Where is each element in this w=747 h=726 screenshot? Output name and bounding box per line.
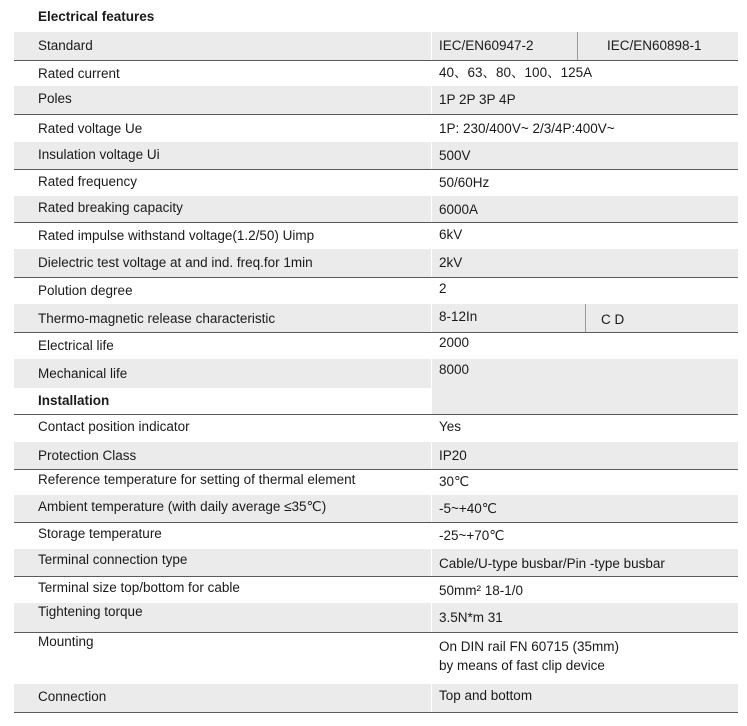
row-value: 6000A: [439, 202, 479, 217]
row-label: Electrical life: [38, 338, 114, 353]
row-label: Terminal size top/bottom for cable: [38, 580, 240, 595]
table-row-poles: [14, 86, 738, 115]
row-label: Poles: [38, 91, 72, 106]
column-divider: [431, 549, 432, 576]
column-divider: [431, 304, 432, 332]
table-row-contact-indicator: [14, 414, 738, 443]
table-row-standard: [14, 32, 738, 61]
section-header-electrical: [14, 2, 738, 32]
table-row-release-characteristic: [14, 304, 738, 333]
row-label: Mechanical life: [38, 366, 128, 381]
table-row-reference-temperature: [14, 469, 738, 496]
row-label: Contact position indicator: [38, 419, 190, 434]
table-row-storage-temperature: [14, 522, 738, 550]
row-value: Yes: [439, 419, 462, 434]
row-label: Thermo-magnetic release characteristic: [38, 311, 276, 326]
table-row-terminal-size: [14, 576, 738, 604]
row-value: Cable/U-type busbar/Pin -type busbar: [439, 556, 665, 571]
row-label: Standard: [38, 38, 93, 53]
row-label: Mounting: [38, 634, 94, 649]
column-divider: [431, 86, 432, 114]
row-value-secondary: C D: [601, 312, 625, 327]
row-label: Rated impulse withstand voltage(1.2/50) Uimp: [38, 228, 315, 243]
table-row-ambient-temperature: [14, 495, 738, 523]
row-label: Tightening torque: [38, 604, 143, 619]
table-row-impulse-voltage: [14, 222, 738, 250]
row-value: 30℃: [439, 474, 470, 489]
row-value: On DIN rail FN 60715 (35mm): [439, 639, 620, 654]
table-row-protection-class: [14, 442, 738, 470]
table-row-connection: [14, 684, 738, 713]
row-value-line2: by means of fast clip device: [439, 658, 605, 673]
cell-divider: [577, 32, 578, 60]
row-value: 500V: [439, 148, 471, 163]
section-title: Electrical features: [38, 9, 155, 24]
section-title: Installation: [38, 393, 110, 408]
header-value-cell: [432, 388, 738, 414]
column-divider: [431, 442, 432, 469]
row-label: Rated voltage Ue: [38, 121, 143, 136]
row-label: Ambient temperature (with daily average ≤35℃): [38, 499, 327, 514]
table-row-breaking-capacity: [14, 196, 738, 223]
row-value: 2kV: [439, 255, 463, 270]
column-divider: [431, 495, 432, 522]
table-row-rated-voltage: [14, 114, 738, 143]
table-row-dielectric-test: [14, 249, 738, 278]
table-row-polution-degree: [14, 277, 738, 305]
row-value: 2: [439, 281, 447, 296]
table-row-terminal-connection: [14, 549, 738, 577]
row-value: -25~+70℃: [439, 528, 505, 543]
table-row-insulation-voltage: [14, 142, 738, 170]
row-value: 50mm² 18-1/0: [439, 583, 524, 598]
row-value: 2000: [439, 335, 470, 350]
row-value: IP20: [439, 448, 467, 463]
row-value: 50/60Hz: [439, 175, 490, 190]
column-divider: [431, 249, 432, 277]
cell-divider: [585, 304, 586, 332]
table-row-tightening-torque: [14, 603, 738, 633]
row-value: IEC/EN60947-2: [439, 38, 534, 53]
row-label: Connection: [38, 689, 107, 704]
column-divider: [431, 196, 432, 222]
row-label: Insulation voltage Ui: [38, 147, 160, 162]
column-divider: [431, 142, 432, 169]
row-value: 1P: 230/400V~ 2/3/4P:400V~: [439, 121, 615, 136]
row-label: Rated frequency: [38, 174, 138, 189]
table-row-rated-current: [14, 60, 738, 87]
column-divider: [431, 684, 432, 712]
column-divider: [431, 359, 432, 388]
table-row-mounting: [14, 632, 738, 685]
table-row-rated-frequency: [14, 169, 738, 197]
section-header-installation: [14, 388, 738, 415]
row-value: 8-12In: [439, 309, 478, 324]
row-label: Storage temperature: [38, 526, 162, 541]
column-divider: [431, 603, 432, 632]
row-label: Reference temperature for setting of thermal element: [38, 472, 356, 487]
row-label: Dielectric test voltage at and ind. freq.for 1min: [38, 255, 313, 270]
row-label: Rated breaking capacity: [38, 200, 183, 215]
column-divider: [431, 32, 432, 60]
table-row-electrical-life: [14, 332, 738, 359]
row-value: 1P 2P 3P 4P: [439, 92, 516, 107]
row-label: Protection Class: [38, 448, 137, 463]
row-value: 3.5N*m 31: [439, 610, 503, 625]
row-value: -5~+40℃: [439, 501, 497, 516]
table-row-mechanical-life: [14, 359, 738, 388]
row-value: 6kV: [439, 227, 463, 242]
row-value-secondary: IEC/EN60898-1: [607, 38, 702, 53]
row-label: Terminal connection type: [38, 552, 188, 567]
row-label: Rated current: [38, 66, 120, 81]
row-label: Polution degree: [38, 283, 133, 298]
row-value: 40、63、80、100、125A: [439, 65, 593, 80]
row-value: Top and bottom: [439, 688, 533, 703]
row-value: 8000: [439, 362, 470, 377]
